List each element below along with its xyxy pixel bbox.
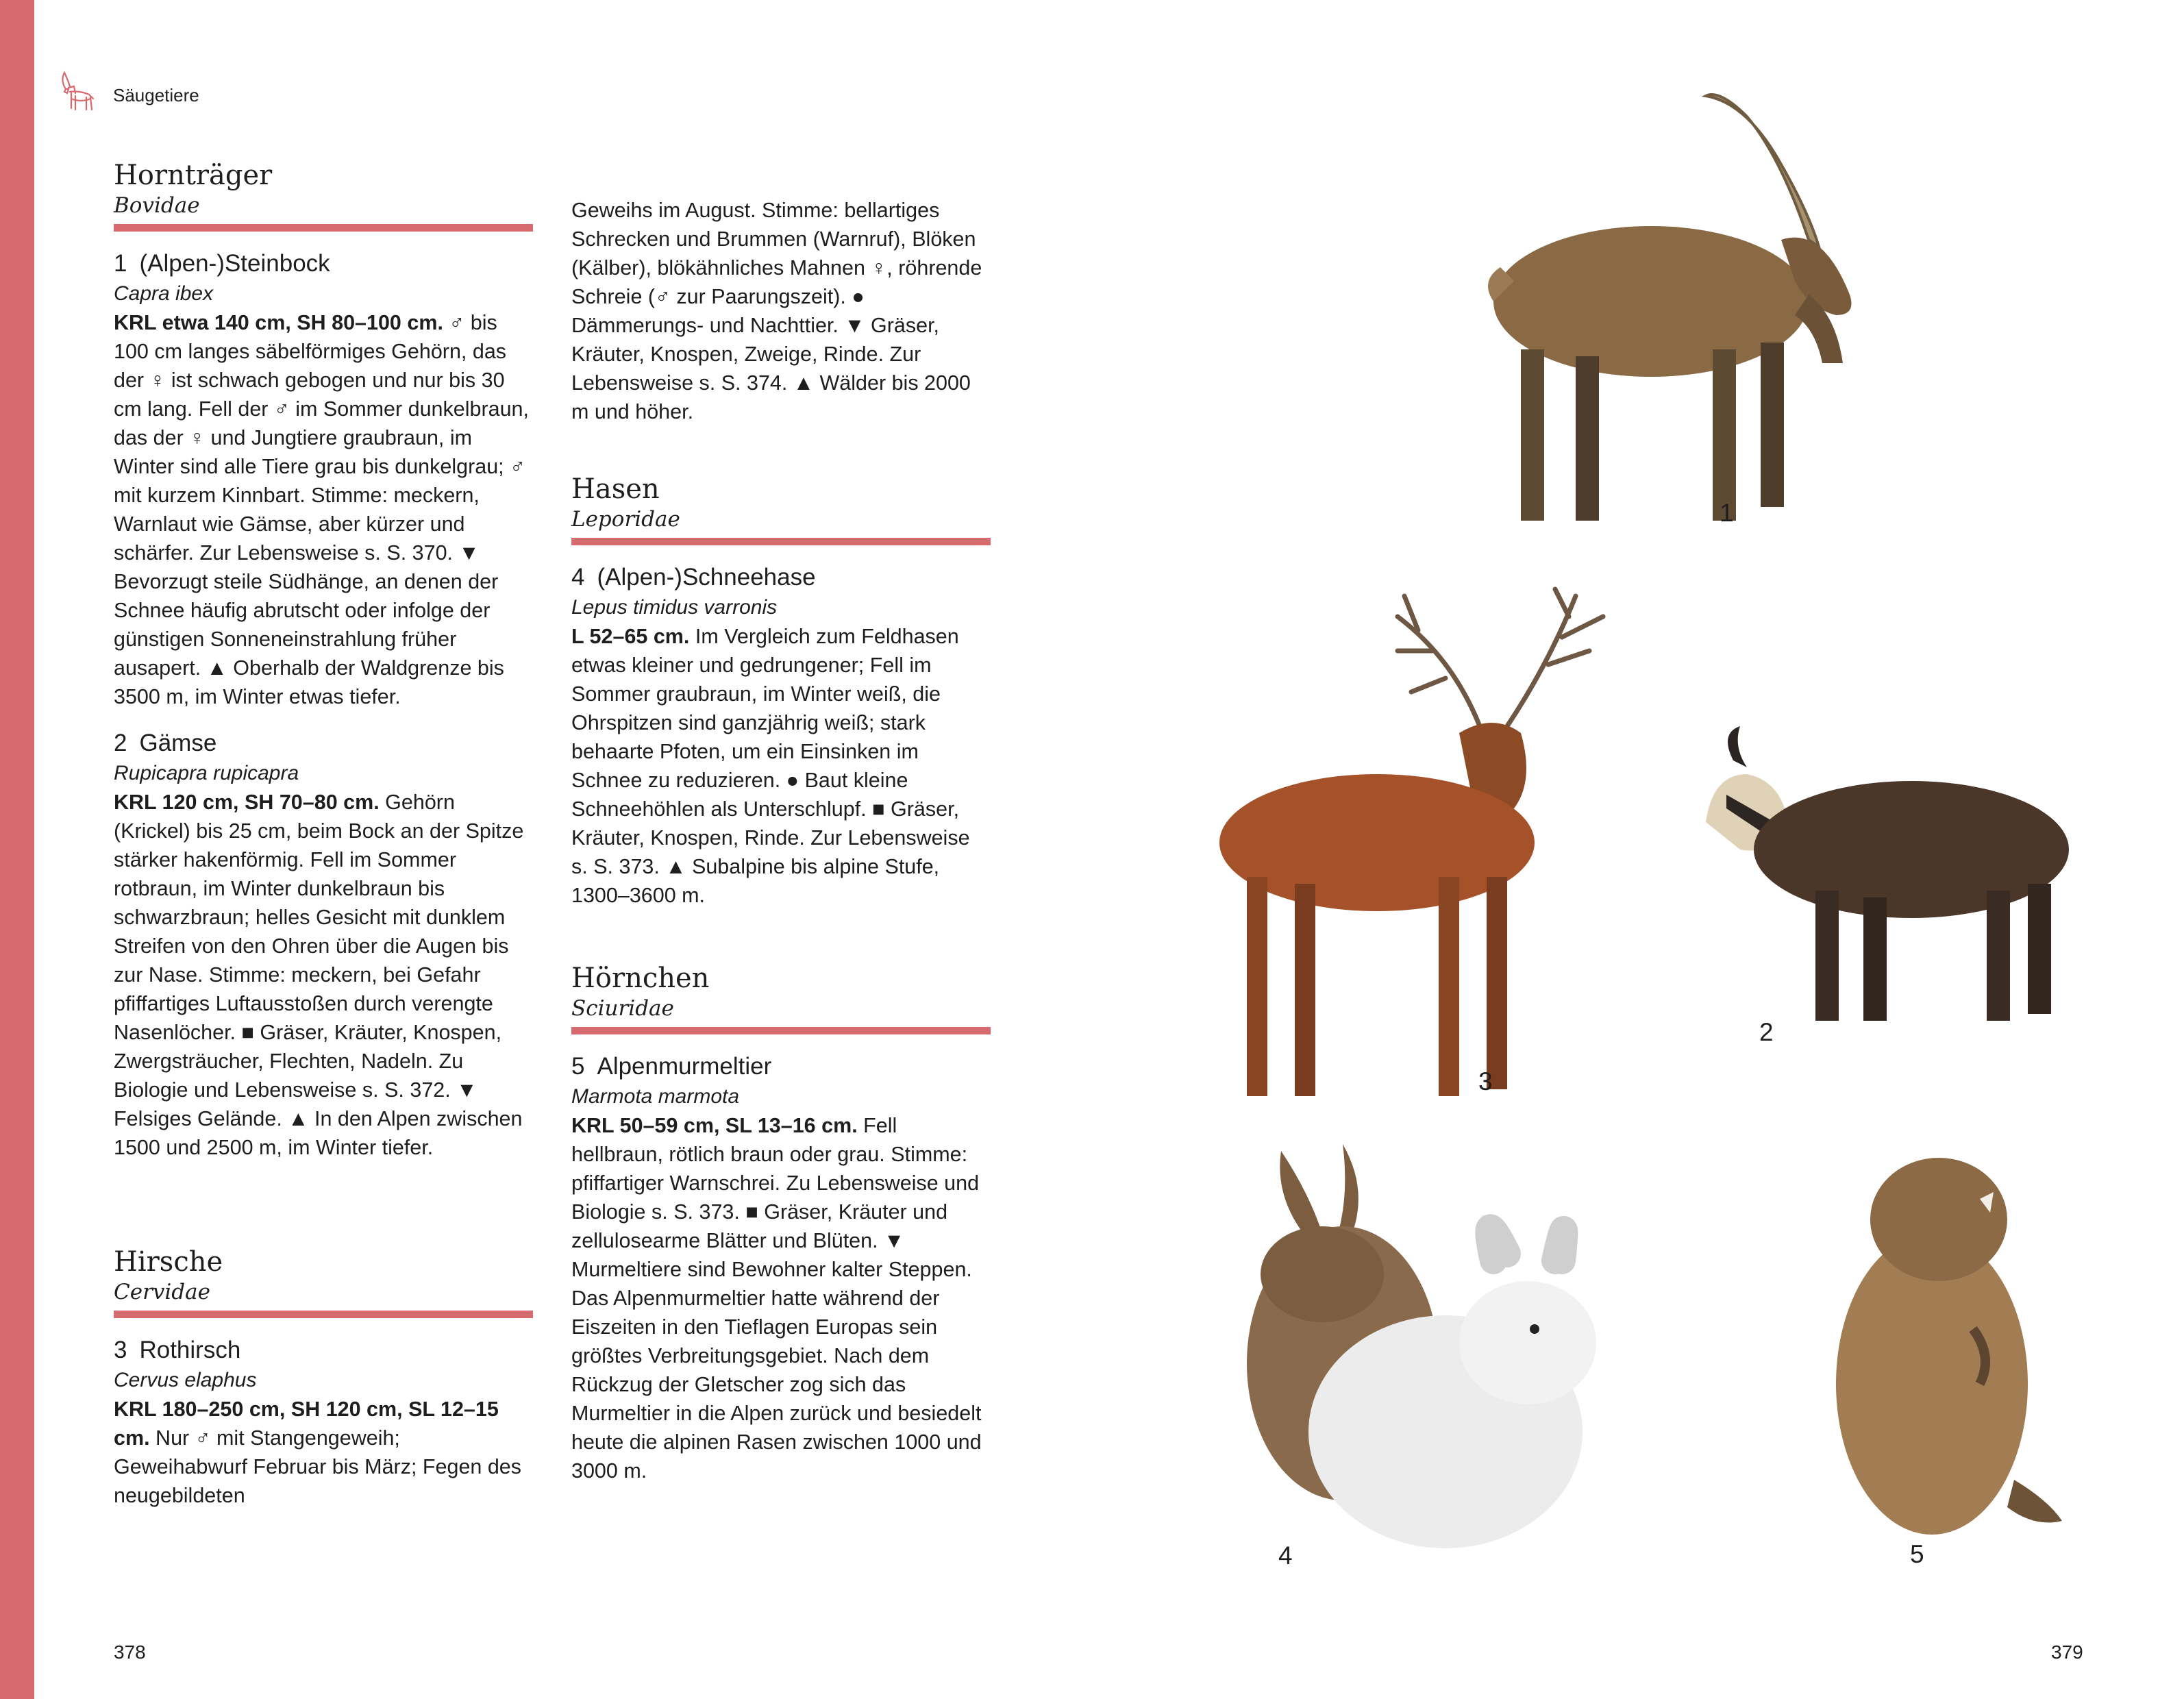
species-number: 1 — [114, 250, 127, 277]
species-text: Nur ♂ mit Stangengeweih; Geweihabwurf Februar bis März; Fegen des neugebildeten — [114, 1426, 522, 1507]
species-heading — [114, 728, 533, 759]
species-heading — [114, 1335, 533, 1366]
red-deer-illustration — [1192, 575, 1617, 1110]
species-description-continued: Geweihs im August. Stimme: bellartiges Schrecken und Brummen (Warnruf), Blöken (Kälber), blökähnliches Mahnen ♀, röhrende Schreie (♂ zur Paarungszeit). ● Dämmerungs- und Nachttier. ▼ Gräser, Kräuter, Knospen, Zweige, Rinde. Zur Lebensweise s. S. 374. ▲ Wälder bis 2000 m und höher. — [571, 199, 982, 423]
family-leporidae — [571, 473, 991, 910]
species-number: 2 — [114, 730, 127, 756]
family-divider — [114, 1311, 533, 1318]
mountain-hare-illustration — [1233, 1137, 1630, 1589]
species-heading — [571, 1051, 991, 1082]
family-cervidae — [114, 1245, 533, 1510]
species-latin: Capra ibex — [114, 282, 214, 305]
species-entry-1 — [114, 248, 533, 711]
species-name: (Alpen-)Steinbock — [139, 250, 330, 277]
ibex-illustration — [1425, 75, 1891, 541]
family-latin: Bovidae — [114, 193, 200, 218]
species-entry-5 — [571, 1051, 991, 1485]
species-description — [571, 622, 991, 910]
species-description — [114, 1395, 533, 1510]
species-heading — [114, 248, 533, 280]
family-bovidae — [114, 159, 533, 1162]
species-name: Alpenmurmeltier — [597, 1053, 772, 1080]
species-description — [114, 308, 533, 711]
page-number-right: 379 — [2051, 1641, 2083, 1663]
family-title: Hasen — [571, 473, 660, 505]
species-latin: Rupicapra rupicapra — [114, 762, 299, 784]
family-title: Hirsche — [114, 1246, 223, 1278]
species-text: Gehörn (Krickel) bis 25 cm, beim Bock an der Spitze stärker hakenförmig. Fell im Sommer rotbraun, im Winter dunkelbraun bis schwarzbraun; helles Gesicht mit dunklem Streifen von den Ohren über die Augen bis zur Nase. Stimme: meckern, bei Gefahr pfiffartiges Luftausstoßen durch verengte Nasenlöcher. ■ Gräser, Kräuter, Knospen, Zwergsträucher, Flechten, Nadeln. Zu Biologie und Lebensweise s. S. 372. ▼ Felsiges Gelände. ▲ In den Alpen zwischen 1500 und 2500 m, im Winter tiefer. — [114, 791, 524, 1159]
species-measure: KRL 180–250 cm, SH 120 cm, SL 12–15 cm. — [114, 1398, 499, 1450]
species-description — [114, 788, 533, 1162]
family-divider — [571, 538, 991, 545]
figure-number-3: 3 — [1478, 1067, 1493, 1095]
family-latin: Leporidae — [571, 507, 680, 532]
species-text: Im Vergleich zum Feldhasen etwas kleiner und gedrungener; Fell im Sommer graubraun, im Winter weiß, die Ohrspitzen sind ganzjährig weiß; stark behaarte Pfoten, um ein Einsinken im Schnee zu reduzieren. ● Baut kleine Schneehöhlen als Unterschlupf. ■ Gräser, Kräuter, Knospen, Rinde. Zur Lebensweise s. S. 373. ▲ Subalpine bis alpine Stufe, 1300–3600 m. — [571, 625, 970, 907]
family-title: Hornträger — [114, 160, 273, 191]
family-divider — [114, 224, 533, 232]
species-name: Rothirsch — [139, 1337, 241, 1363]
species-entry-4 — [571, 562, 991, 910]
species-measure: KRL etwa 140 cm, SH 80–100 cm. — [114, 311, 443, 334]
species-heading — [571, 562, 991, 593]
species-measure: KRL 50–59 cm, SL 13–16 cm. — [571, 1114, 858, 1137]
family-divider — [571, 1027, 991, 1034]
species-text: ♂ bis 100 cm langes säbelförmiges Gehörn, das der ♀ ist schwach gebogen und nur bis 30 cm lang. Fell der ♂ im Sommer dunkelbraun, das der ♀ und Jungtiere graubraun, im Winter sind alle Tiere grau bis dunkelgrau; ♂ mit kurzem Kinnbart. Stimme: meckern, Warnlaut wie Gämse, aber kürzer und schärfer. Zur Lebensweise s. S. 370. ▼ Bevorzugt steile Südhänge, an denen der Schnee häufig abrutscht oder infolge der günstigen Sonneneinstrahlung früher ausapert. ▲ Oberhalb der Waldgrenze bis 3500 m, im Winter etwas tiefer. — [114, 311, 529, 708]
species-number: 3 — [114, 1337, 127, 1363]
family-latin: Sciuridae — [571, 996, 674, 1021]
figure-number-2: 2 — [1759, 1018, 1774, 1046]
family-title: Hörnchen — [571, 963, 710, 994]
family-latin: Cervidae — [114, 1280, 210, 1304]
section-label: Säugetiere — [113, 85, 199, 106]
figure-number-5: 5 — [1910, 1540, 1924, 1568]
figure-number-1: 1 — [1720, 499, 1734, 527]
species-measure: KRL 120 cm, SH 70–80 cm. — [114, 791, 380, 814]
species-name: Gämse — [139, 730, 217, 756]
species-name: (Alpen-)Schneehase — [597, 564, 816, 591]
page-edge-bar — [0, 0, 34, 1699]
chamois-illustration — [1685, 719, 2096, 1034]
species-latin: Marmota marmota — [571, 1085, 740, 1108]
species-measure: L 52–65 cm. — [571, 625, 690, 648]
species-entry-3 — [114, 1335, 533, 1510]
species-description — [571, 1111, 991, 1485]
species-latin: Lepus timidus varronis — [571, 596, 778, 619]
species-latin: Cervus elaphus — [114, 1369, 257, 1391]
species-number: 5 — [571, 1053, 585, 1080]
ibex-icon — [56, 69, 100, 121]
page-number-left: 378 — [114, 1641, 146, 1663]
species-number: 4 — [571, 564, 585, 591]
marmot-illustration — [1815, 1137, 2076, 1548]
species-text: Fell hellbraun, rötlich braun oder grau. Stimme: pfiffartiger Warnschrei. Zu Lebensweise und Biologie s. S. 373. ■ Gräser, Kräuter und zellulosearme Blätter und Blüten. ▼ Murmeltiere sind Bewohner kalter Steppen. Das Alpenmurmeltier hatte während der Eiszeiten in den Tieflagen Europas sein größtes Verbreitungsgebiet. Nach dem Rückzug der Gletscher zog sich das Murmeltier in die Alpen zurück und besiedelt heute die alpinen Rasen zwischen 1000 und 3000 m. — [571, 1114, 982, 1483]
family-sciuridae — [571, 962, 991, 1485]
figure-number-4: 4 — [1278, 1541, 1293, 1570]
species-entry-2 — [114, 728, 533, 1162]
